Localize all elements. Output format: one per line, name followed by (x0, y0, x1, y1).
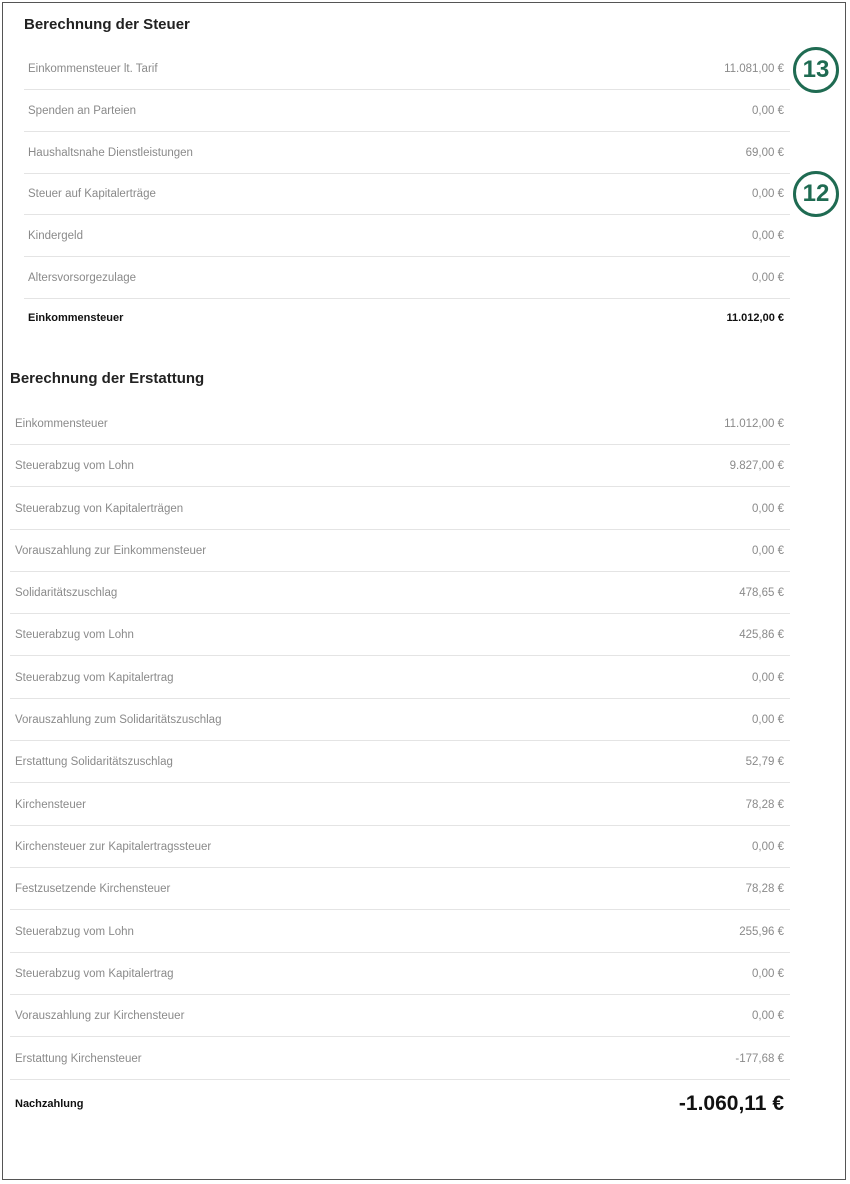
row-value: 0,00 € (752, 104, 784, 117)
row-label: Vorauszahlung zum Solidaritätszuschlag (15, 713, 222, 726)
row-value: 52,79 € (745, 755, 784, 768)
row-value: 0,00 € (752, 544, 784, 557)
table-row (10, 445, 790, 487)
row-label: Kirchensteuer (15, 798, 86, 811)
row-label: Erstattung Solidaritätszuschlag (15, 755, 173, 768)
total-label: Einkommensteuer (28, 312, 124, 324)
row-label: Steuerabzug vom Kapitalertrag (15, 967, 174, 980)
table-row (10, 530, 790, 572)
row-value: 425,86 € (739, 628, 784, 641)
table-row (10, 826, 790, 868)
row-label: Erstattung Kirchensteuer (15, 1052, 142, 1065)
row-label: Kirchensteuer zur Kapitalertragssteuer (15, 840, 212, 853)
row-value: 0,00 € (752, 229, 784, 242)
annotation-badge-13: 13 (793, 47, 839, 93)
row-value: 0,00 € (752, 187, 784, 200)
row-label: Steuer auf Kapitalerträge (28, 187, 156, 200)
table-row (10, 572, 790, 614)
table-row (10, 784, 790, 826)
table-row (10, 657, 790, 699)
row-label: Einkommensteuer lt. Tarif (28, 62, 158, 75)
row-value: 69,00 € (745, 146, 784, 159)
row-value: 78,28 € (745, 798, 784, 811)
table-row (24, 48, 790, 90)
row-value: 0,00 € (752, 502, 784, 515)
table-row (24, 90, 790, 132)
table-row (10, 1038, 790, 1080)
table-row (24, 132, 790, 174)
row-value: 0,00 € (752, 840, 784, 853)
table-row (24, 257, 790, 299)
table-row (10, 911, 790, 953)
total-value: 11.012,00 € (726, 312, 784, 324)
row-label: Altersvorsorgezulage (28, 271, 137, 284)
table-row (24, 215, 790, 257)
row-value: 255,96 € (739, 925, 784, 938)
row-value: -177,68 € (735, 1052, 784, 1065)
table-row (10, 699, 790, 741)
row-label: Spenden an Parteien (28, 104, 137, 117)
table-row (10, 488, 790, 530)
total-row-einkommensteuer (24, 297, 790, 339)
row-value: 78,28 € (745, 882, 784, 895)
total-value: -1.060,11 € (678, 1092, 784, 1115)
row-label: Steuerabzug vom Lohn (15, 628, 134, 641)
row-label: Haushaltsnahe Dienstleistungen (28, 146, 193, 159)
table-row (10, 614, 790, 656)
table-row (10, 741, 790, 783)
row-value: 0,00 € (752, 967, 784, 980)
row-value: 0,00 € (752, 271, 784, 284)
row-label: Steuerabzug vom Lohn (15, 925, 134, 938)
row-label: Vorauszahlung zur Einkommensteuer (15, 544, 207, 557)
row-value: 9.827,00 € (729, 459, 784, 472)
row-value: 0,00 € (752, 671, 784, 684)
row-label: Solidaritätszuschlag (15, 586, 118, 599)
row-label: Einkommensteuer (15, 417, 108, 430)
total-label: Nachzahlung (15, 1098, 84, 1110)
row-label: Kindergeld (28, 229, 83, 242)
row-value: 478,65 € (739, 586, 784, 599)
table-row (10, 868, 790, 910)
section-title-steuer: Berechnung der Steuer (24, 16, 190, 33)
annotation-badge-12: 12 (793, 171, 839, 217)
row-label: Vorauszahlung zur Kirchensteuer (15, 1009, 185, 1022)
row-label: Steuerabzug vom Kapitalertrag (15, 671, 174, 684)
row-value: 0,00 € (752, 713, 784, 726)
table-row (10, 995, 790, 1037)
row-label: Steuerabzug von Kapitalerträgen (15, 502, 184, 515)
section-title-erstattung: Berechnung der Erstattung (10, 370, 205, 387)
table-row (24, 173, 790, 215)
row-value: 11.012,00 € (724, 417, 784, 430)
row-label: Steuerabzug vom Lohn (15, 459, 134, 472)
row-value: 11.081,00 € (724, 62, 784, 75)
table-row (10, 953, 790, 995)
table-row (10, 403, 790, 445)
row-label: Festzusetzende Kirchensteuer (15, 882, 171, 895)
total-row-nachzahlung (10, 1083, 790, 1125)
row-value: 0,00 € (752, 1009, 784, 1022)
